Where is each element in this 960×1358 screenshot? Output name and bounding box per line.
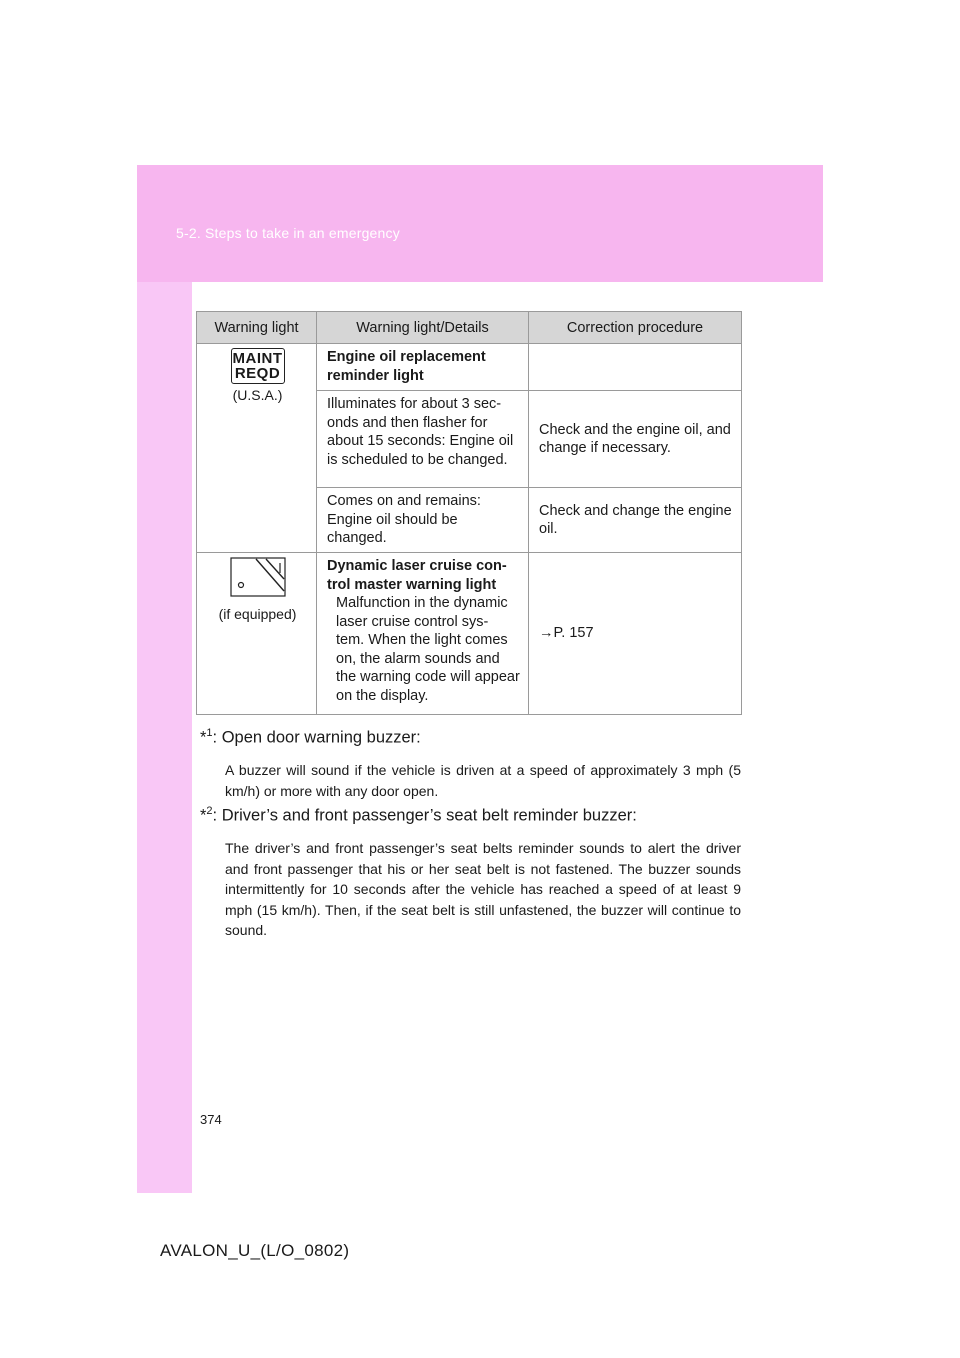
table-row bbox=[197, 553, 742, 715]
cruise-detail-cell bbox=[317, 553, 529, 715]
column-header: Correction procedure bbox=[529, 312, 742, 344]
if-equipped-caption: (if equipped) bbox=[218, 605, 297, 622]
section-title: 5-2. Steps to take in an emergency bbox=[176, 225, 400, 241]
column-header: Warning light bbox=[197, 312, 317, 344]
page-number: 374 bbox=[200, 1112, 222, 1127]
correction-cell: Check and the engine oil, and change if necessary. bbox=[529, 391, 742, 488]
footnote-number: 2 bbox=[206, 805, 213, 817]
maint-reqd-icon bbox=[231, 348, 285, 384]
detail-title: Dynamic laser cruise con- trol master warning light bbox=[327, 558, 507, 593]
warning-light-table bbox=[196, 311, 742, 715]
detail-cell: Illuminates for about 3 sec- onds and then flasher for about 15 seconds: Engine oil is scheduled to be changed. bbox=[317, 391, 529, 488]
region-caption: (U.S.A.) bbox=[232, 387, 283, 403]
document-code: AVALON_U_(L/O_0802) bbox=[160, 1241, 350, 1260]
icon-text: MAINT bbox=[232, 350, 283, 367]
table-row bbox=[197, 344, 742, 391]
detail-cell: Comes on and remains: Engine oil should be changed. bbox=[317, 488, 529, 553]
footnote-1-title bbox=[200, 727, 421, 748]
icon-text: REQD bbox=[234, 365, 281, 382]
detail-title: Engine oil replacement reminder light bbox=[317, 344, 529, 391]
footnote-marker: * bbox=[200, 728, 207, 747]
side-strip bbox=[137, 165, 192, 1193]
header-band bbox=[137, 165, 823, 282]
footnote-number: 1 bbox=[206, 727, 213, 739]
empty-cell bbox=[529, 344, 742, 391]
footnote-1-body: A buzzer will sound if the vehicle is driven at a speed of approximately 3 mph (5 km/h) or more with any door open. bbox=[225, 762, 741, 799]
cruise-warning-icon bbox=[230, 557, 286, 597]
maint-icon-cell bbox=[197, 344, 317, 553]
footnote-2-body: The driver’s and front passenger’s seat belts reminder sounds to alert the driver and front passenger that his or her seat belt is not fastened. The buzzer sounds intermittently for 10 seconds after the vehicle has reached a speed of at least 9 mph (15 km/h). Then, if the seat belt is still unfastened, the buzzer will continue to sound. bbox=[225, 840, 741, 938]
page-reference: →P. 157 bbox=[529, 553, 742, 715]
table-header-row bbox=[197, 312, 742, 344]
footnote-heading: : Driver’s and front passenger’s seat belt reminder buzzer: bbox=[212, 806, 637, 825]
footnote-marker: * bbox=[200, 806, 207, 825]
correction-cell: Check and change the engine oil. bbox=[529, 488, 742, 553]
cruise-icon-cell bbox=[197, 553, 317, 715]
detail-text: Malfunction in the dynamic laser cruise control sys- tem. When the light comes on, the alarm sounds and the warning code will appear on the display. bbox=[336, 595, 520, 704]
column-header: Warning light/Details bbox=[317, 312, 529, 344]
footnote-heading: : Open door warning buzzer: bbox=[212, 728, 421, 747]
footnote-2-title bbox=[200, 805, 637, 826]
